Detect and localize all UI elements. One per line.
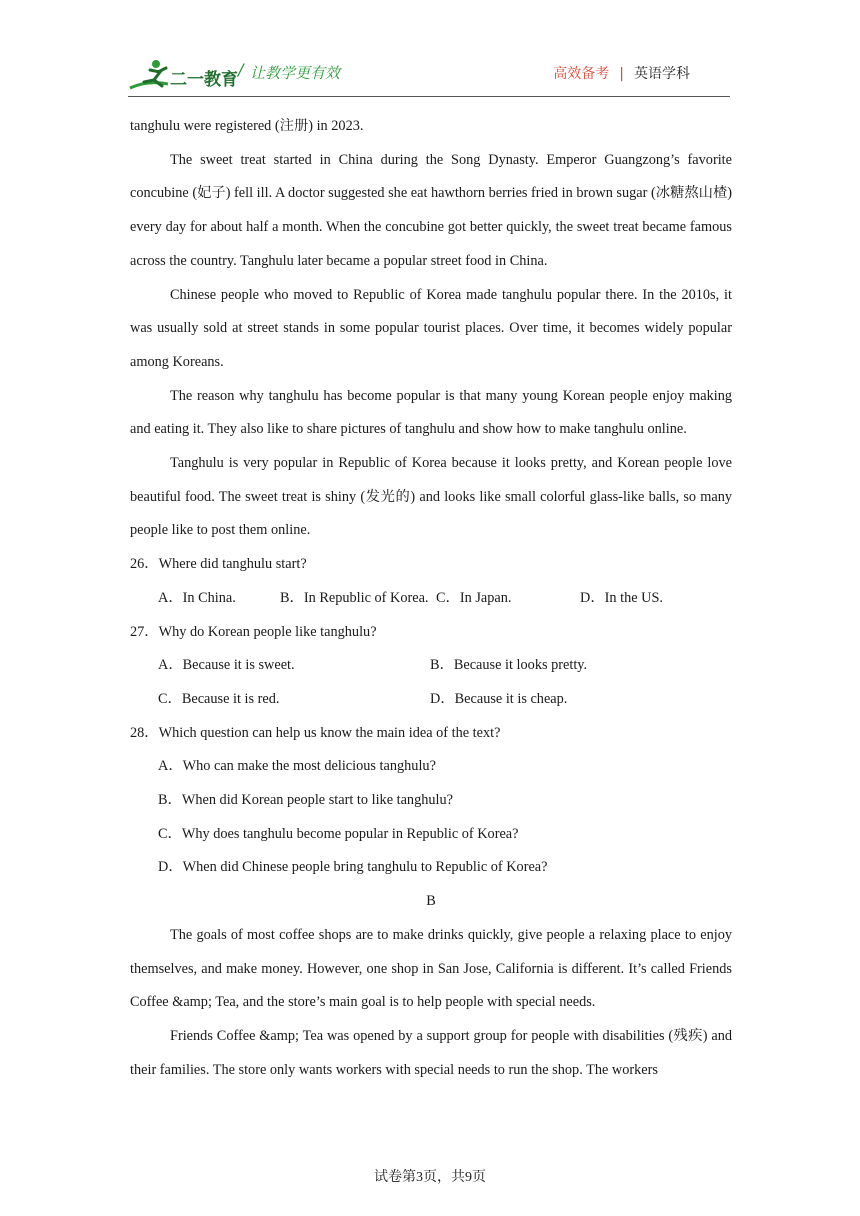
question-28-option-c: C．Why does tanghulu become popular in Republic of Korea? (158, 825, 519, 842)
passage-b-paragraph: The goals of most coffee shops are to make drinks quickly, give people a relaxing place to enjoy themselves, and make money. However, one shop in San Jose, California is different. It’s called Friends Coffee &amp; Tea, and the store’s main goal is to help people with special needs. (130, 926, 732, 1011)
question-28-option-d: D．When did Chinese people bring tanghulu to Republic of Korea? (158, 859, 548, 876)
question-26-option-d: D．In the US. (580, 589, 663, 606)
header-subject: 英语学科 (634, 66, 690, 82)
passage-a-paragraph: Tanghulu is very popular in Republic of Korea because it looks pretty, and Korean people love beautiful food. The sweet treat is shiny (发光的) and looks like small colorful glass-like balls, so many people like to post them online. (130, 455, 732, 539)
header-separator: | (619, 66, 624, 82)
passage-a-paragraph: The reason why tanghulu has become popular is that many young Korean people enjoy making and eating it. They also like to share pictures of tanghulu and show how to make tanghulu online. (130, 387, 732, 438)
page-footer: 试卷第3页，共9页 (374, 1170, 486, 1185)
passage-a-paragraph: tanghulu were registered (注册) in 2023. (130, 118, 364, 134)
page-header (128, 54, 730, 96)
question-28-option-a: A．Who can make the most delicious tanghulu? (158, 758, 436, 775)
question-28-option-b: B．When did Korean people start to like tanghulu? (158, 792, 453, 809)
slogan: 让教学更有效 (250, 64, 341, 82)
question-27-stem: 27．Why do Korean people like tanghulu? (130, 623, 377, 640)
question-27-option-d: D．Because it is cheap. (430, 690, 568, 707)
brand-name: 二一教育 (170, 70, 238, 90)
section-b-label: B (426, 893, 436, 910)
question-27-option-b: B．Because it looks pretty. (430, 657, 588, 674)
question-26-option-a: A．In China. (158, 589, 236, 606)
question-27-option-c: C．Because it is red. (158, 690, 280, 707)
question-27-option-a: A．Because it is sweet. (158, 657, 295, 674)
question-26-stem: 26．Where did tanghulu start? (130, 556, 307, 573)
header-right (553, 63, 690, 83)
question-27-options-row1 (130, 649, 732, 683)
header-right-label: 高效备考 (553, 66, 610, 82)
question-26-option-b: B．In Republic of Korea. (280, 589, 429, 606)
brand-logo (128, 58, 246, 92)
passage-a-paragraph: The sweet treat started in China during the Song Dynasty. Emperor Guangzong’s favorite concubine (妃子) fell ill. A doctor suggested she eat hawthorn berries fried in brown sugar (冰糖熬山楂) every day for about half a month. When the concubine got better quickly, the sweet treat became famous across the country. Tanghulu later became a popular street food in China. (130, 151, 732, 269)
question-27-options-row2 (130, 683, 732, 717)
header-divider (128, 96, 730, 97)
passage-b-paragraph: Friends Coffee &amp; Tea was opened by a support group for people with disabilities (残疾) and their families. The store only wants workers with special needs to run the shop. The workers (130, 1027, 732, 1078)
question-26-options (130, 582, 732, 616)
question-26-option-c: C．In Japan. (436, 589, 512, 606)
slogan-slash: / (238, 60, 244, 79)
passage-a-paragraph: Chinese people who moved to Republic of Korea made tanghulu popular there. In the 2010s, it was usually sold at street stands in some popular tourist places. Over time, it becomes widely popular among Koreans. (130, 286, 732, 370)
page-content (130, 110, 732, 1087)
question-28-stem: 28．Which question can help us know the main idea of the text? (130, 724, 501, 741)
